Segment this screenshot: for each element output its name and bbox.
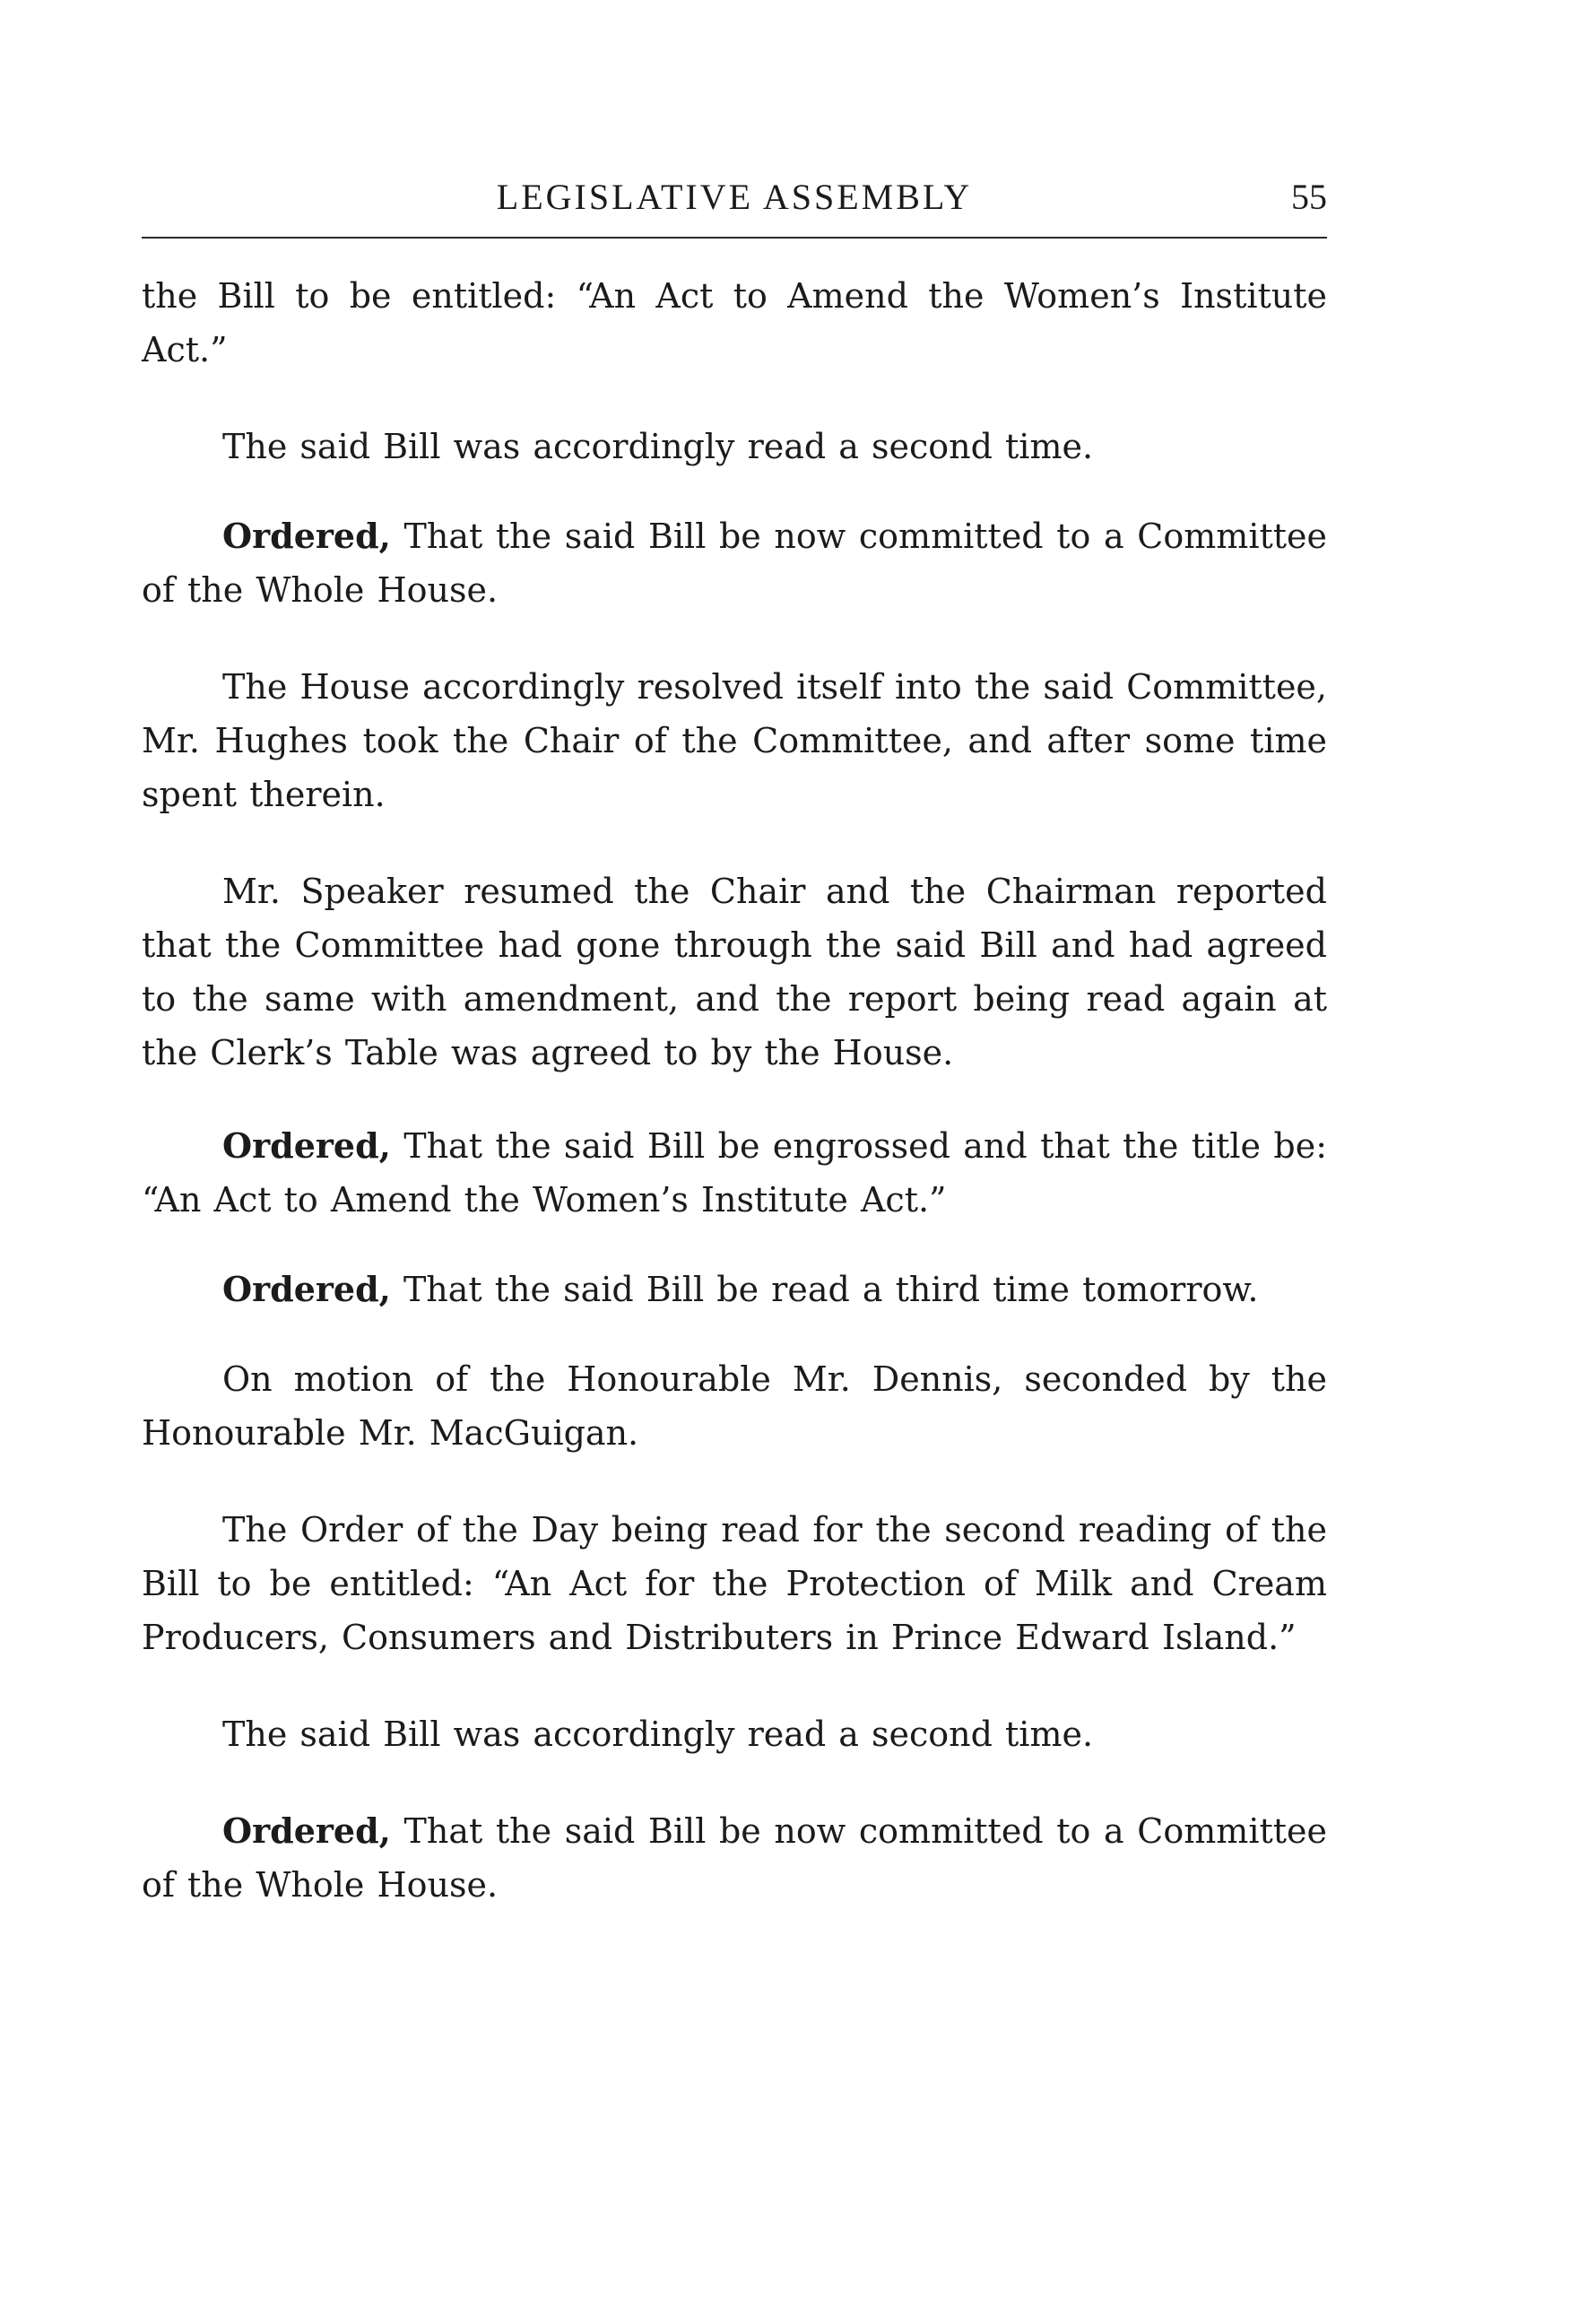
paragraph-second-reading xyxy=(142,420,1327,473)
paragraph-order-of-day xyxy=(142,1503,1327,1664)
paragraph-text: That the said Bill be now committed to a Committee of the Whole House. xyxy=(142,517,1327,610)
paragraph-ordered-committed-2 xyxy=(142,1804,1327,1912)
ordered-label: Ordered, xyxy=(222,516,391,556)
paragraph-second-reading-2 xyxy=(142,1707,1327,1761)
paragraph-text: The said Bill was accordingly read a second time. xyxy=(222,427,1094,466)
paragraph-ordered-engrossed xyxy=(142,1119,1327,1227)
paragraph-text: The Order of the Day being read for the second reading of the Bill to be entitled: “An Act for the Protection of Milk and Cream Producers, Consumers and Distributers in Prince Edward Island.” xyxy=(142,1510,1327,1657)
paragraph-text: That the said Bill be engrossed and that the title be: “An Act to Amend the Women’s Institute Act.” xyxy=(142,1126,1327,1220)
ordered-label: Ordered, xyxy=(222,1269,391,1309)
running-head xyxy=(142,170,1327,224)
paragraph-house-resolved xyxy=(142,660,1327,821)
page-number: 55 xyxy=(1291,177,1327,217)
paragraph-text: The House accordingly resolved itself into the said Committee, Mr. Hughes took the Chair of the Committee, and after some time spent therein. xyxy=(142,667,1327,814)
paragraph-bill-title-continued xyxy=(142,269,1327,377)
ordered-label: Ordered, xyxy=(222,1125,391,1166)
header-rule xyxy=(142,237,1327,239)
body-text xyxy=(142,269,1327,1912)
paragraph-text: The said Bill was accordingly read a second time. xyxy=(222,1715,1094,1754)
paragraph-speaker-resumed xyxy=(142,864,1327,1080)
paragraph-text: On motion of the Honourable Mr. Dennis, seconded by the Honourable Mr. MacGuigan. xyxy=(142,1359,1327,1453)
paragraph-text: That the said Bill be read a third time tomorrow. xyxy=(390,1270,1259,1309)
paragraph-motion xyxy=(142,1352,1327,1460)
running-title: LEGISLATIVE ASSEMBLY xyxy=(496,177,973,217)
paragraph-text: Mr. Speaker resumed the Chair and the Chairman reported that the Committee had gone through the said Bill and had agreed to the same with amendment, and the report being read again at the Clerk’s Table was agreed to by the House. xyxy=(142,872,1327,1072)
paragraph-text: That the said Bill be now committed to a Committee of the Whole House. xyxy=(142,1811,1327,1905)
paragraph-text: the Bill to be entitled: “An Act to Amend the Women’s Institute Act.” xyxy=(142,276,1327,369)
paragraph-ordered-committed xyxy=(142,509,1327,617)
paragraph-ordered-third-reading xyxy=(142,1263,1327,1316)
ordered-label: Ordered, xyxy=(222,1810,391,1851)
